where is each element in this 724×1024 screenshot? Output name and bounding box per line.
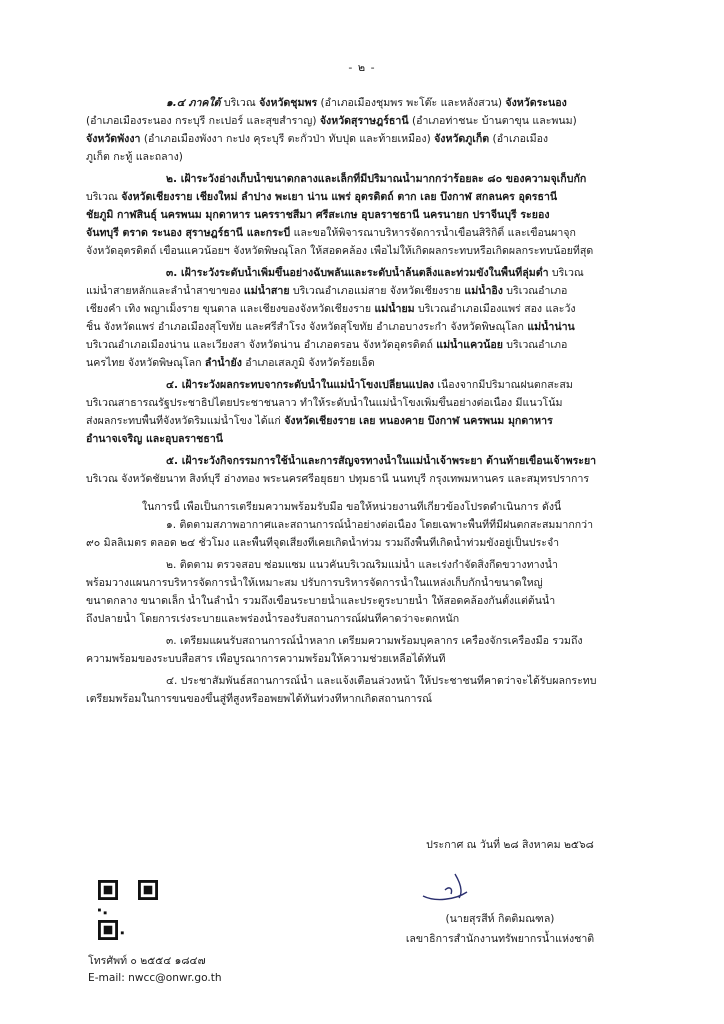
text-run: พร้อมวางแผนการบริหารจัดการน้ำให้เหมาะสม ปรับการบริหารจัดการน้ำในแหล่งเก็บกักน้ำขนาดใหญ่ — [86, 577, 543, 589]
body-line — [86, 692, 670, 706]
body-line — [86, 96, 670, 110]
text-run: บริเวณ — [86, 191, 122, 203]
body-line — [86, 396, 670, 410]
text-run: บริเวณอำเภอเมืองน่าน และเวียงสา จังหวัดน่าน อำเภอตรอน จังหวัดอุตรดิตถ์ — [86, 339, 437, 351]
body-line — [86, 172, 670, 186]
text-run: จังหวัดชุมพร — [259, 97, 318, 109]
text-run: ๑.๔ ภาคใต้ — [166, 97, 221, 109]
text-run: บริเวณ — [220, 97, 260, 109]
body-line — [86, 576, 670, 590]
text-run: ลำน้ำยัง — [204, 357, 242, 369]
body-line — [86, 244, 670, 258]
text-run: บริเวณอำเภอ — [502, 285, 568, 297]
text-run: แม่น้ำสายหลักและลำน้ำสาขาของ — [86, 285, 244, 297]
text-run: จังหวัดพังงา — [86, 133, 141, 145]
text-run: ความพร้อมของระบบสื่อสาร เพื่อบูรณาการความพร้อมให้ความช่วยเหลือได้ทันที — [86, 653, 446, 665]
text-run: (อำเภอเมือง — [489, 133, 549, 145]
text-run: จังหวัดระนอง — [505, 97, 567, 109]
text-run: ถึงปลายน้ำ โดยการเร่งระบายและพร่องน้ำรองรับสถานการณ์ฝนที่คาดว่าจะตกหนัก — [86, 613, 460, 625]
body-line — [86, 284, 670, 298]
text-run: ๑. ติดตามสภาพอากาศและสถานการณ์น้ำอย่างต่อเนื่อง โดยเฉพาะพื้นที่ที่มีฝนตกสะสมมากกว่า — [166, 519, 594, 531]
text-run: ๕. เฝ้าระวังกิจกรรมการใช้น้ำและการสัญจรทางน้ำในแม่น้ำเจ้าพระยา ด้านท้ายเขื่อนเจ้าพระยา — [166, 455, 597, 467]
text-run: ๙๐ มิลลิเมตร ตลอด ๒๔ ชั่วโมง และพื้นที่จุดเสี่ยงที่เคยเกิดน้ำท่วม รวมถึงพื้นที่เกิดน้ำท่วมขังอยู่เป็นประจำ — [86, 537, 560, 549]
body-line — [86, 558, 670, 572]
text-run: ภูเก็ต กะทู้ และถลาง) — [86, 151, 183, 163]
text-run: เนื่องจากมีปริมาณฝนตกสะสม — [433, 379, 573, 391]
announcement-date: ประกาศ ณ วันที่ ๒๘ สิงหาคม ๒๕๖๘ — [426, 839, 594, 851]
text-run: อำนาจเจริญ และอุบลราชธานี — [86, 433, 224, 445]
text-run: บริเวณอำเภอเมืองแพร่ สอง และวัง — [414, 303, 576, 315]
body-line — [86, 266, 670, 280]
text-run: ๔. ประชาสัมพันธ์สถานการณ์น้ำ และแจ้งเตือนล่วงหน้า ให้ประชาชนที่คาดว่าจะได้รับผลกระทบ — [166, 675, 597, 687]
body-line — [86, 132, 670, 146]
body-line — [86, 594, 670, 608]
text-run: แม่น้ำสาย — [243, 285, 290, 297]
text-run: ชิ้น จังหวัดแพร่ อำเภอเมืองสุโขทัย และศรีสำโรง จังหวัดสุโขทัย อำเภอบางระกำ จังหวัดพิษณุโลก — [86, 321, 528, 333]
text-run: เตรียมพร้อมในการขนของขึ้นสู่ที่สูงหรืออพยพได้ทันท่วงทีหากเกิดสถานการณ์ — [86, 693, 433, 705]
signature-icon — [415, 866, 485, 906]
text-run: จังหวัดเชียงราย เลย หนองคาย บึงกาฬ นครพนม มุกดาหาร — [284, 415, 553, 427]
body-line — [86, 536, 670, 550]
text-run: บริเวณอำเภอ — [502, 339, 568, 351]
text-run: จันทบุรี ตราด ระนอง สุราษฎร์ธานี และกระบี่ — [86, 227, 291, 239]
text-run: แม่น้ำแควน้อย — [436, 339, 503, 351]
text-run: ๓. เตรียมแผนรับสถานการณ์น้ำหลาก เตรียมความพร้อมบุคลากร เครื่องจักรเครื่องมือ รวมถึง — [166, 635, 583, 647]
text-run: ขนาดกลาง ขนาดเล็ก น้ำในลำน้ำ รวมถึงเขื่อนระบายน้ำและประตูระบายน้ำ ให้สอดคล้องกันตั้งแต่ต้นน้ำ — [86, 595, 556, 607]
qr-code-icon — [98, 880, 158, 940]
text-run: (อำเภอเมืองชุมพร พะโต๊ะ และหลังสวน) — [317, 97, 506, 109]
text-run: เชียงคำ เทิง พญาเม็งราย ขุนตาล และเชียงของจังหวัดเชียงราย — [86, 303, 375, 315]
body-line — [86, 674, 670, 688]
page-number: - ๒ - — [348, 61, 376, 74]
body-line — [86, 320, 670, 334]
text-run: ชัยภูมิ กาฬสินธุ์ นครพนม มุกดาหาร นครราชสีมา ศรีสะเกษ อุบลราชธานี นครนายก ปราจีนบุรี ระยอง — [86, 209, 550, 221]
body-line — [86, 378, 670, 392]
text-run: ในการนี้ เพื่อเป็นการเตรียมความพร้อมรับมือ ขอให้หน่วยงานที่เกี่ยวข้องโปรดดำเนินการ ดังนี้ — [142, 501, 562, 513]
body-line — [86, 190, 670, 204]
signatory-name: (นายสุรสีห์ กิตติมณฑล) — [445, 913, 555, 925]
phone-number: โทรศัพท์ ๐ ๒๕๕๔ ๑๘๔๗ — [88, 955, 206, 967]
text-run: นครไทย จังหวัดพิษณุโลก — [86, 357, 205, 369]
text-run: แม่น้ำยม — [374, 303, 415, 315]
text-run: และขอให้พิจารณาบริหารจัดการน้ำเขื่อนสิริกิติ์ และเขื่อนผาจุก — [290, 227, 576, 239]
text-run: ๒. เฝ้าระวังอ่างเก็บน้ำขนาดกลางและเล็กที่มีปริมาณน้ำมากกว่าร้อยละ ๘๐ ของความจุเก็บกัก — [166, 173, 587, 185]
signatory-title: เลขาธิการสำนักงานทรัพยากรน้ำแห่งชาติ — [405, 933, 595, 945]
text-run: บริเวณ จังหวัดชัยนาท สิงห์บุรี อ่างทอง พระนครศรีอยุธยา ปทุมธานี นนทบุรี กรุงเทพมหานคร และสมุทรปราการ — [86, 473, 590, 485]
body-line — [86, 432, 670, 446]
body-line — [86, 652, 670, 666]
text-run: อำเภอเสลภูมิ จังหวัดร้อยเอ็ด — [241, 357, 375, 369]
body-line — [86, 634, 670, 648]
text-run: แม่น้ำอิง — [464, 285, 503, 297]
text-run: บริเวณสาธารณรัฐประชาธิปไตยประชาชนลาว ทำให้ระดับน้ำในแม่น้ำโขงเพิ่มขึ้นอย่างต่อเนื่อง มีแนวโน้ม — [86, 397, 563, 409]
text-run: จังหวัดอุตรดิตถ์ เขื่อนแควน้อยฯ จังหวัดพิษณุโลก ให้สอดคล้อง เพื่อไม่ให้เกิดผลกระทบหรือเกิดผลกระทบน้อยที่สุด — [86, 245, 594, 257]
body-line — [86, 150, 670, 164]
text-run: จังหวัดสุราษฎร์ธานี — [319, 115, 409, 127]
body-line — [86, 612, 670, 626]
text-run: ๒. ติดตาม ตรวจสอบ ซ่อมแซม แนวคันบริเวณริมแม่น้ำ และเร่งกำจัดสิ่งกีดขวางทางน้ำ — [166, 559, 558, 571]
text-run: (อำเภอเมืองพังงา กะปง คุระบุรี ตะกั่วป่า ทับปุด และท้ายเหมือง) — [140, 133, 435, 145]
body-line — [86, 414, 670, 428]
text-run: บริเวณอำเภอแม่สาย จังหวัดเชียงราย — [289, 285, 465, 297]
text-run: จังหวัดเชียงราย เชียงใหม่ ลำปาง พะเยา น่าน แพร่ อุตรดิตถ์ ตาก เลย บึงกาฬ สกลนคร อุดรธานี — [121, 191, 558, 203]
text-run: ๔. เฝ้าระวังผลกระทบจากระดับน้ำในแม่น้ำโขงเปลี่ยนแปลง — [166, 379, 434, 391]
body-line — [86, 454, 670, 468]
body-line — [86, 356, 670, 370]
body-line — [86, 114, 670, 128]
body-line — [86, 302, 670, 316]
body-line — [86, 208, 670, 222]
text-run: จังหวัดภูเก็ต — [434, 133, 490, 145]
text-run: บริเวณ — [548, 267, 584, 279]
text-run: ส่งผลกระทบพื้นที่จังหวัดริมแม่น้ำโขง ได้แก่ — [86, 415, 285, 427]
body-line — [86, 338, 670, 352]
body-line — [86, 226, 670, 240]
body-line — [86, 500, 670, 514]
body-line — [86, 518, 670, 532]
email-address: E-mail: nwcc@onwr.go.th — [88, 972, 222, 984]
text-run: ๓. เฝ้าระวังระดับน้ำเพิ่มขึ้นอย่างฉับพลันและระดับน้ำล้นตลิ่งและท่วมขังในพื้นที่ลุ่มต่ำ — [166, 267, 549, 279]
text-run: แม่น้ำน่าน — [527, 321, 575, 333]
body-line — [86, 472, 670, 486]
text-run: (อำเภอท่าชนะ บ้านตาขุน และพนม) — [408, 115, 577, 127]
text-run: (อำเภอเมืองระนอง กระบุรี กะเปอร์ และสุขสำราญ) — [86, 115, 320, 127]
